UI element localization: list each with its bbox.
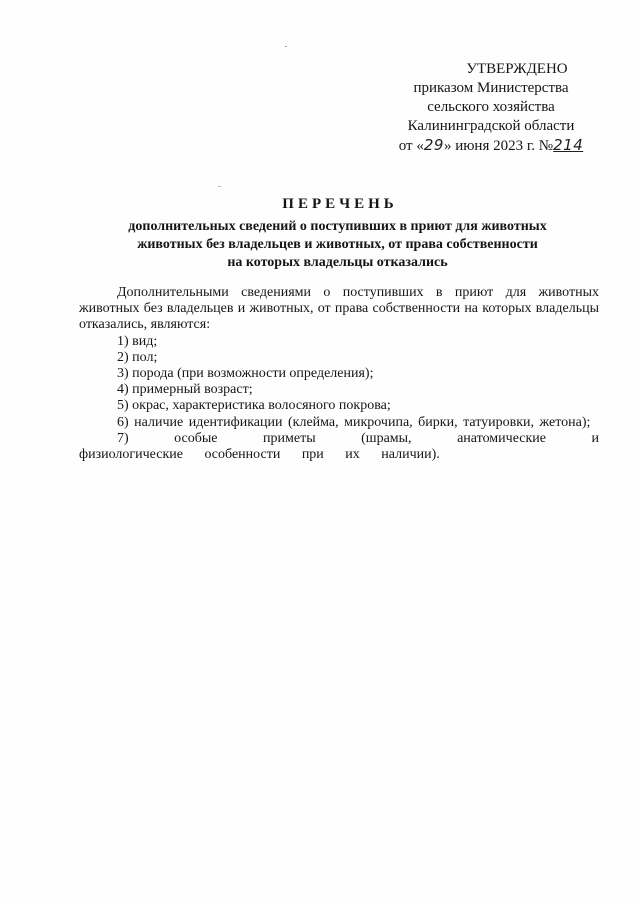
document-body <box>79 285 599 463</box>
approval-line: Калининградской области <box>407 118 575 134</box>
list-item: 7) особые приметы (шрамы, анатомические и физиологические особенности при их наличии). <box>79 430 599 463</box>
intro-paragraph: Дополнительными сведениями о поступивших в приют для животных животных без владельцев и животных, от права собственности на которых владельцы отказались, являются: <box>79 285 599 333</box>
approval-line: сельского хозяйства <box>427 99 555 115</box>
document-title: ПЕРЕЧЕНЬ <box>282 196 398 212</box>
approval-line: приказом Министерства <box>413 80 569 96</box>
list-item: 6) наличие идентификации (клейма, микрочипа, бирки, татуировки, жетона); <box>117 414 591 430</box>
handwritten-order-number: 214 <box>553 136 584 154</box>
scan-speck <box>285 46 287 47</box>
handwritten-day: 29 <box>423 136 444 154</box>
list-item: 4) примерный возраст; <box>117 382 253 398</box>
list-item: 3) порода (при возможности определения); <box>117 366 374 382</box>
scan-speck <box>218 186 221 187</box>
list-item: 1) вид; <box>117 333 158 349</box>
approval-heading: УТВЕРЖДЕНО <box>466 61 568 77</box>
date-prefix: от « <box>398 138 424 154</box>
approval-date-line <box>380 136 602 156</box>
subtitle-line: животных без владельцев и животных, от права собственности <box>137 237 538 252</box>
subtitle-line: дополнительных сведений о поступивших в приют для животных <box>128 219 547 234</box>
date-suffix: » июня 2023 г. № <box>443 138 554 154</box>
document-subtitle <box>100 218 575 272</box>
list-item: 5) окрас, характеристика волосяного покрова; <box>117 398 391 414</box>
subtitle-line: на которых владельцы отказались <box>227 255 448 270</box>
list-item: 2) пол; <box>117 349 158 365</box>
approval-stamp-block <box>380 60 602 156</box>
